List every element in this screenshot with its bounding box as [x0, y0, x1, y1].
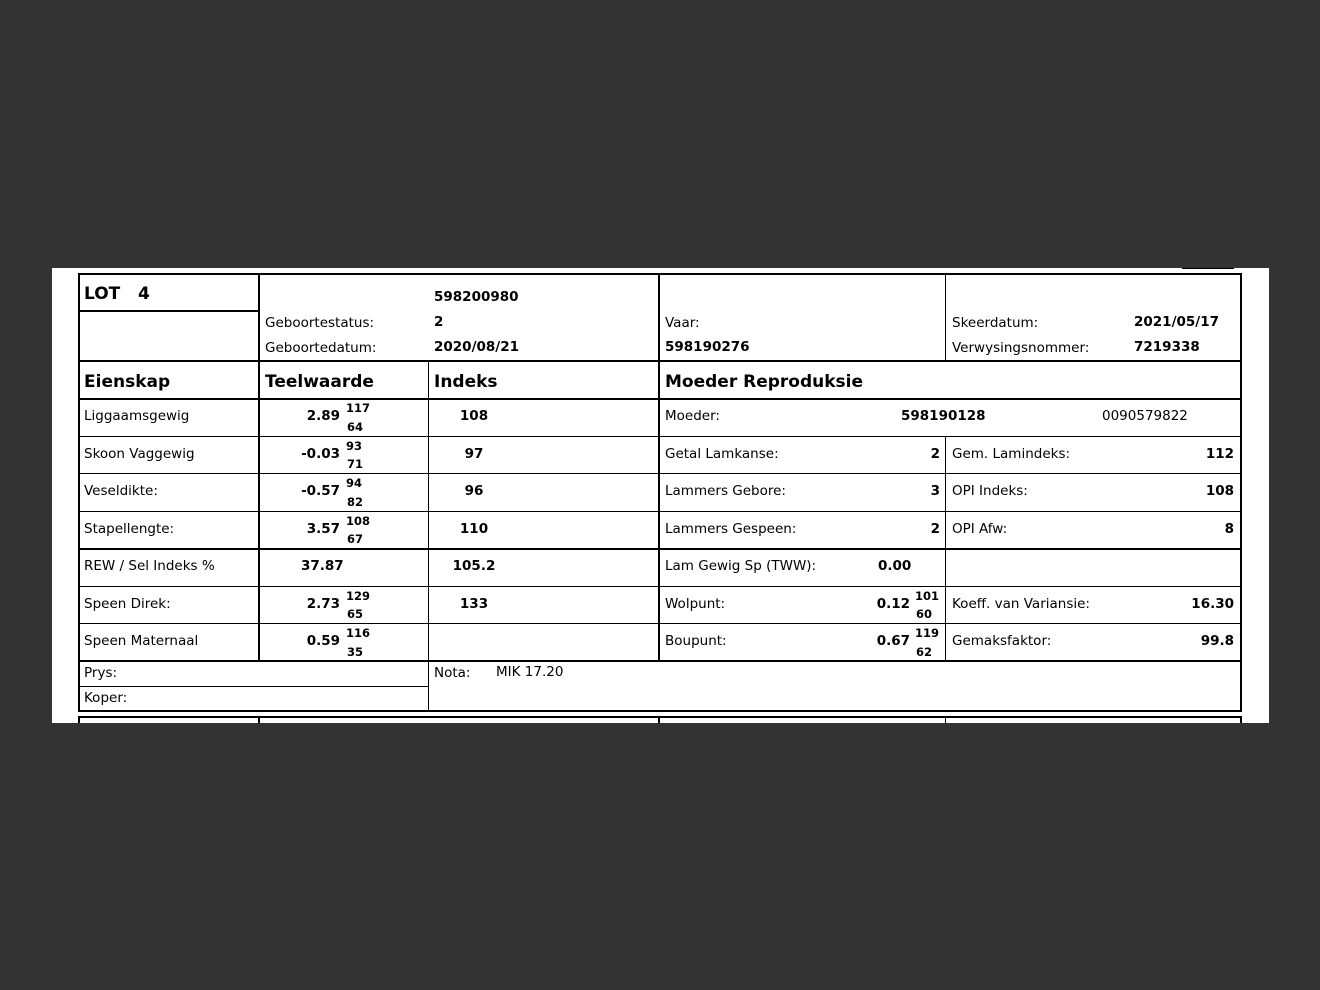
- col-line-1: [258, 273, 260, 661]
- repro-label: OPI Afw:: [952, 521, 1008, 537]
- trait-name: Stapellengte:: [84, 521, 175, 537]
- repro-value: 3: [930, 483, 940, 499]
- repro-value: 2: [930, 521, 940, 537]
- trait-accuracy-upper: 94: [346, 476, 363, 490]
- next-record-left: [78, 716, 80, 723]
- reference-number: 7219338: [1134, 339, 1200, 355]
- note-value: MIK 17.20: [496, 664, 564, 680]
- note-label: Nota:: [434, 665, 471, 681]
- trait-name: Liggaamsgewig: [84, 408, 190, 424]
- row-line-header: [78, 398, 1242, 400]
- trait-breeding-value: 3.57: [306, 521, 340, 537]
- trait-breeding-value: 2.89: [306, 408, 340, 424]
- header-dam-reproduction: Moeder Reproduksie: [665, 372, 864, 392]
- price-label: Prys:: [84, 665, 118, 681]
- repro-value: 108: [1205, 483, 1234, 499]
- repro-value: 8: [1224, 521, 1234, 537]
- trait-accuracy-lower: 71: [347, 457, 364, 471]
- trait-accuracy-upper: 129: [346, 589, 371, 603]
- repro-accuracy-lower: 62: [916, 645, 933, 659]
- row-line-2: [78, 473, 1242, 474]
- border-bottom: [78, 710, 1242, 712]
- header-trait: Eienskap: [84, 372, 171, 392]
- buyer-label: Koper:: [84, 690, 128, 706]
- repro-label: Lammers Gebore:: [665, 483, 786, 499]
- repro-label: Lam Gewig Sp (TWW):: [665, 558, 817, 574]
- trait-accuracy-lower: 64: [347, 420, 364, 434]
- trait-index: 110: [459, 521, 489, 537]
- trait-breeding-value: 2.73: [306, 596, 340, 612]
- dam-extra-id: 0090579822: [1102, 408, 1188, 424]
- row-line-7: [78, 660, 1242, 662]
- shear-date-value: 2021/05/17: [1134, 314, 1220, 330]
- repro-label: OPI Indeks:: [952, 483, 1028, 499]
- trait-name: Speen Direk:: [84, 596, 171, 612]
- trait-accuracy-upper: 108: [346, 514, 371, 528]
- lot-box-bottom: [78, 310, 259, 312]
- reference-label: Verwysingsnommer:: [952, 340, 1090, 356]
- repro-value: 0.12: [876, 596, 910, 612]
- repro-label: Koeff. van Variansie:: [952, 596, 1090, 612]
- trait-breeding-value: 37.87: [301, 558, 344, 574]
- trait-index: 133: [459, 596, 489, 612]
- repro-accuracy-lower: 60: [916, 607, 933, 621]
- header-breeding-value: Teelwaarde: [265, 372, 374, 392]
- trait-index: 96: [464, 483, 484, 499]
- repro-label: Gem. Lamindeks:: [952, 446, 1071, 462]
- top-stub-line: [1182, 268, 1234, 269]
- trait-name: Skoon Vaggewig: [84, 446, 195, 462]
- trait-breeding-value: -0.57: [301, 483, 340, 499]
- repro-value: 99.8: [1200, 633, 1234, 649]
- repro-accuracy-upper: 119: [915, 626, 940, 640]
- repro-value: 112: [1205, 446, 1234, 462]
- row-line-6: [78, 623, 1242, 624]
- trait-accuracy-upper: 116: [346, 626, 371, 640]
- row-line-5: [78, 586, 1242, 587]
- sire-id: 598190276: [665, 339, 750, 355]
- lot-sheet: [52, 268, 1269, 723]
- row-line-4: [78, 548, 1242, 550]
- trait-accuracy-lower: 82: [347, 495, 364, 509]
- border-left: [78, 273, 80, 712]
- lot-number: 4: [138, 284, 150, 304]
- trait-index: 105.2: [452, 558, 496, 574]
- col-line-4-top: [945, 273, 946, 361]
- repro-value: 16.30: [1191, 596, 1234, 612]
- repro-label: Getal Lamkanse:: [665, 446, 779, 462]
- repro-label: Lammers Gespeen:: [665, 521, 797, 537]
- trait-breeding-value: -0.03: [301, 446, 340, 462]
- row-line-info: [78, 360, 1242, 362]
- trait-index: 108: [459, 408, 489, 424]
- sire-label: Vaar:: [665, 315, 700, 331]
- next-record-col1: [258, 716, 260, 723]
- birth-status-value: 2: [434, 314, 444, 330]
- animal-id: 598200980: [434, 289, 519, 305]
- birth-date-label: Geboortedatum:: [265, 340, 377, 356]
- border-right: [1240, 273, 1242, 712]
- dam-id: 598190128: [901, 408, 986, 424]
- header-index: Indeks: [434, 372, 498, 392]
- trait-accuracy-lower: 65: [347, 607, 364, 621]
- lot-label: [84, 284, 150, 304]
- trait-accuracy-upper: 93: [346, 439, 363, 453]
- trait-accuracy-lower: 35: [347, 645, 364, 659]
- repro-accuracy-upper: 101: [915, 589, 940, 603]
- repro-label: Gemaksfaktor:: [952, 633, 1052, 649]
- next-record-right: [1240, 716, 1242, 723]
- trait-breeding-value: 0.59: [306, 633, 340, 649]
- dam-label: Moeder:: [665, 408, 720, 424]
- repro-value: 0.00: [878, 558, 912, 574]
- row-line-3: [78, 511, 1242, 512]
- trait-name: Veseldikte:: [84, 483, 158, 499]
- shear-date-label: Skeerdatum:: [952, 315, 1039, 331]
- trait-name: REW / Sel Indeks %: [84, 558, 215, 574]
- birth-status-label: Geboortestatus:: [265, 315, 375, 331]
- trait-name: Speen Maternaal: [84, 633, 199, 649]
- next-record-top: [78, 716, 1242, 718]
- repro-label: Wolpunt:: [665, 596, 726, 612]
- price-buyer-line: [78, 686, 429, 687]
- repro-label: Boupunt:: [665, 633, 727, 649]
- lot-word: LOT: [84, 284, 121, 304]
- repro-value: 0.67: [876, 633, 910, 649]
- trait-accuracy-lower: 67: [347, 532, 364, 546]
- repro-value: 2: [930, 446, 940, 462]
- next-record-col4: [945, 716, 946, 723]
- birth-date-value: 2020/08/21: [434, 339, 520, 355]
- col-line-3: [658, 273, 660, 661]
- border-top: [78, 273, 1242, 275]
- trait-accuracy-upper: 117: [346, 401, 371, 415]
- trait-index: 97: [464, 446, 484, 462]
- row-line-1: [78, 436, 1242, 437]
- next-record-col3: [658, 716, 660, 723]
